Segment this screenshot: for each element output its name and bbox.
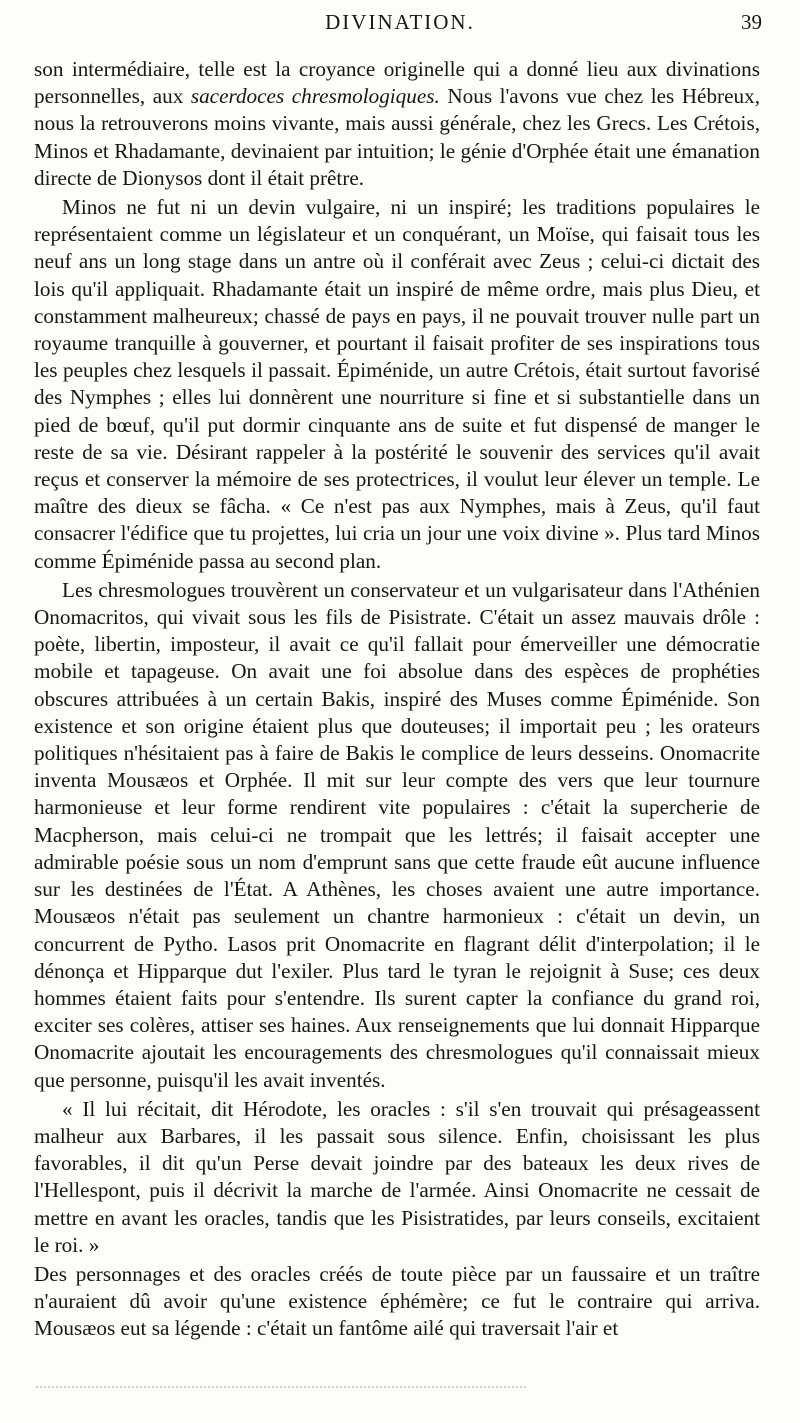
page-number: 39 <box>741 10 762 34</box>
paragraph-1-text-start: son intermédiaire, telle est la croyance originelle qui a donné lieu aux divinations personnelles, aux <box>34 57 760 109</box>
paragraph-1 <box>34 56 760 192</box>
paragraph-1-italic-term: sacerdoces chresmologiques. <box>190 84 440 109</box>
paragraph-4-quotation: « Il lui récitait, dit Hérodote, les oracles : s'il s'en trouvait qui présageassent malheur aux Barbares, il les passait sous silence. Enfin, choisissant les plus favorables, il dit qu'un Perse devait joindre par des bateaux les deux rives de l'Hellespont, puis il décrivit la marche de l'armée. Ainsi Onomacrite ne cessait de mettre en avant les oracles, tandis que les Pisistratides, par leurs conseils, excitaient le roi. » <box>34 1096 760 1257</box>
paragraph-3: Les chresmologues trouvèrent un conservateur et un vulgarisateur dans l'Athénien Onomacritos, qui vivait sous les fils de Pisistrate. C'était un assez mauvais drôle : poète, libertin, imposteur, il avait ce qu'il fallait pour émerveiller une démocratie mobile et tapageuse. On avait une foi absolue dans des espèces de prophéties obscures attribuées à un certain Bakis, inspiré des Muses comme Épiménide. Son existence et son origine étaient plus que douteuses; il importait peu ; les orateurs politiques n'hésitaient pas à faire de Bakis le complice de leurs desseins. Onomacrite inventa Mousæos et Orphée. Il mit sur leur compte des vers que leur tournure harmonieuse et leur forme rendirent vite populaires : c'était la supercherie de Macpherson, mais celui-ci ne trompait que les lettrés; il faisait accepter une admirable poésie sous un nom d'emprunt sans que cette fraude eût aucune influence sur les destinées de l'État. A Athènes, les choses avaient une autre importance. Mousæos n'était pas seulement un chantre harmonieux : c'était un devin, un concurrent de Pytho. Lasos prit Onomacrite en flagrant délit d'interpolation; il le dénonça et Hipparque dut l'exiler. Plus tard le tyran le rejoignit à Suse; ces deux hommes étaient faits pour s'entendre. Ils surent capter la confiance du grand roi, exciter ses colères, attiser ses haines. Aux renseignements que lui donnait Hipparque Onomacrite ajoutait les encouragements des chresmologues qu'il connaissait mieux que personne, puisqu'il les avait inventés. <box>34 577 760 1092</box>
chapter-title: DIVINATION. <box>325 10 475 34</box>
paragraph-2: Minos ne fut ni un devin vulgaire, ni un inspiré; les traditions populaires le représentaient comme un législateur et un conquérant, un Moïse, qui faisait tous les neuf ans un long stage dans un antre où il conférait avec Zeus ; celui-ci dictait des lois qu'il appliquait. Rhadamante était un inspiré de même ordre, mais plus Dieu, et constamment malheureux; chassé de pays en pays, il ne pouvait trouver nulle part un royaume tranquille à gouverner, et pourtant il faisait profiter de ses inspirations tous les peuples chez lesquels il passait. Épiménide, un autre Crétois, était surtout favorisé des Nymphes ; elles lui donnèrent une nourriture si fine et si substantielle dans un pied de bœuf, qu'il put dormir cinquante ans de suite et fut dispensé de manger le reste de sa vie. Désirant rappeler à la postérité le souvenir des services qu'il avait reçus et conserver la mémoire de ses protectrices, il voulut leur élever un temple. Le maître des dieux se fâcha. « Ce n'est pas aux Nymphes, mais à Zeus, qu'il faut consacrer l'édifice que tu projettes, lui cria un jour une voix divine ». Plus tard Minos comme Épiménide passa au second plan. <box>34 195 760 573</box>
body-text <box>34 56 760 1343</box>
paragraph-5: Des personnages et des oracles créés de toute pièce par un faussaire et un traître n'auraient dû avoir qu'une existence éphémère; ce fut le contraire qui arriva. Mousæos eut sa légende : c'était un fantôme ailé qui traversait l'air et <box>34 1261 760 1341</box>
running-head <box>34 10 766 46</box>
paragraph-1-text-end: Nous l'avons vue chez les Hébreux, nous la retrouverons moins vivante, mais aussi générale, chez les Grecs. Les Crétois, Minos et Rhadamante, devinaient par intuition; le génie d'Orphée était une émanation directe de Dionysos dont il était prêtre. <box>34 84 760 190</box>
scan-bleed-through <box>36 1386 526 1388</box>
